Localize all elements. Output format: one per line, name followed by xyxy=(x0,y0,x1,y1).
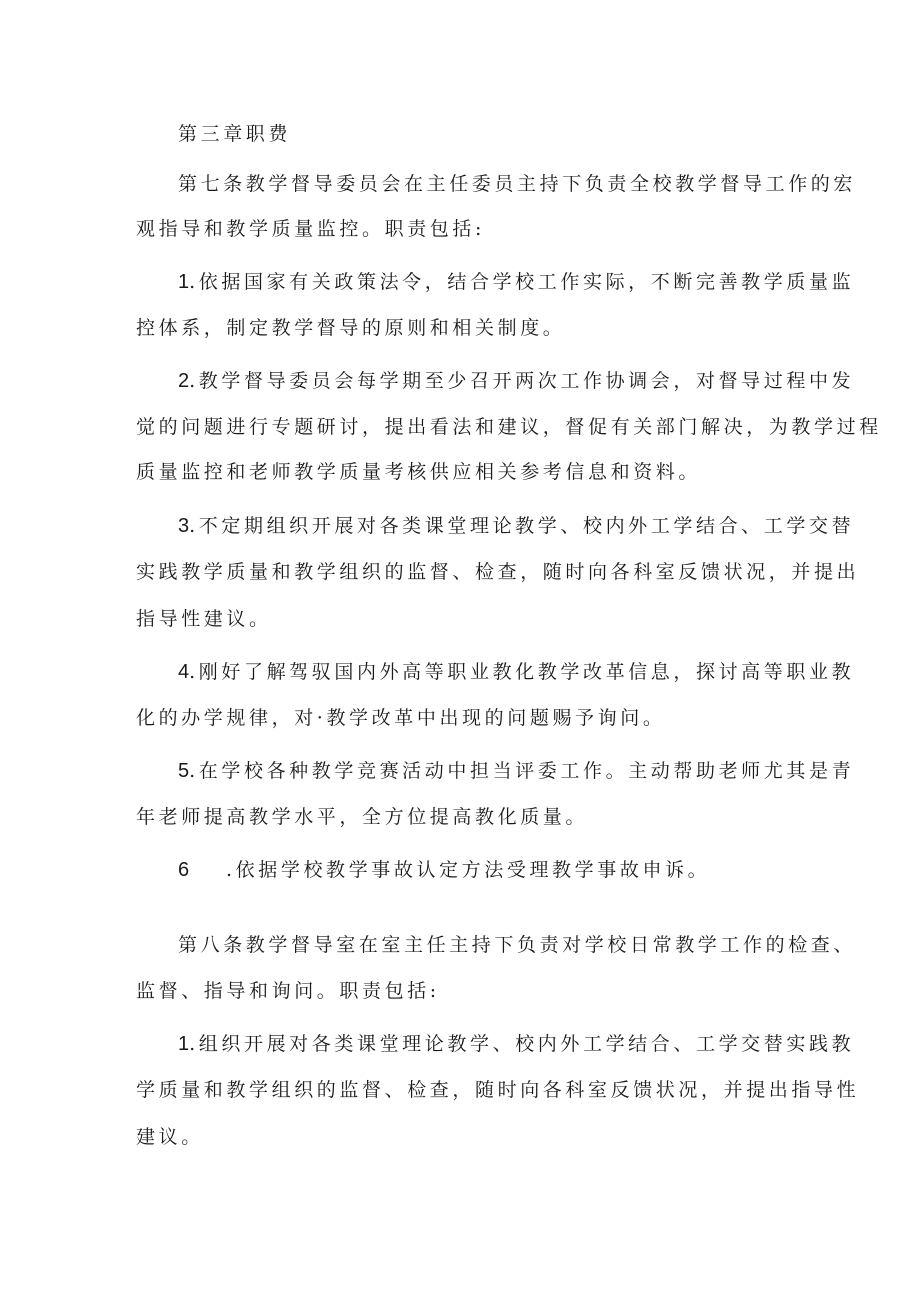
item-text: .在学校各种教学竞赛活动中担当评委工作。主动帮助老师尤其是青 xyxy=(189,760,855,782)
item-number: 1 xyxy=(178,271,190,293)
item-number: 2 xyxy=(178,370,190,392)
item-text: .组织开展对各类课堂理论教学、校内外工学结合、工学交替实践教 xyxy=(189,1033,855,1055)
item-text: .不定期组织开展对各类课堂理论教学、校内外工学结合、工学交替 xyxy=(189,515,855,537)
article-7-item-3-line-3: 指导性建议。 xyxy=(136,608,272,630)
article-7-item-4 xyxy=(178,660,854,684)
article-7-item-3 xyxy=(178,514,854,538)
article-8-item-1 xyxy=(178,1032,854,1056)
item-number: 5 xyxy=(178,760,190,782)
article-8-line-1: 第八条教学督导室在室主任主持下负责对学校日常教学工作的检查、 xyxy=(178,934,857,956)
article-7-line-2: 观指导和教学质量监控。职责包括: xyxy=(136,218,486,240)
article-8-line-2: 监督、指导和询问。职责包括: xyxy=(136,980,440,1002)
article-7-item-1-line-2: 控体系，制定教学督导的原则和相关制度。 xyxy=(136,317,566,339)
article-7-item-6 xyxy=(178,858,710,882)
article-7-item-2-line-2: 觉的问题进行专题研讨，提出看法和建议，督促有关部门解决，为教学过程 xyxy=(136,416,882,438)
article-8-item-1-line-3: 建议。 xyxy=(136,1126,204,1148)
item-text: .依据学校教学事故认定方法受理教学事故申诉。 xyxy=(226,859,711,881)
article-8-item-1-line-2: 学质量和教学组织的监督、检查，随时向各科室反馈状况，并提出指导性 xyxy=(136,1079,860,1101)
item-number: 4 xyxy=(178,661,190,683)
item-text: .刚好了解驾驭国内外高等职业教化教学改革信息，探讨高等职业教 xyxy=(189,661,855,683)
article-7-item-2-line-3: 质量监控和老师教学质量考核供应相关参考信息和资料。 xyxy=(136,461,702,483)
article-7-item-5-line-2: 年老师提高教学水平，全方位提高教化质量。 xyxy=(136,806,589,828)
item-number: 1 xyxy=(178,1033,190,1055)
item-number: 6 xyxy=(178,859,190,881)
article-7-item-4-line-2: 化的办学规律，对·教学改革中出现的问题赐予询问。 xyxy=(136,707,666,729)
article-7-item-2 xyxy=(178,369,854,393)
article-7-item-5 xyxy=(178,759,854,783)
item-text: .依据国家有关政策法令，结合学校工作实际，不断完善教学质量监 xyxy=(189,271,855,293)
item-text: .教学督导委员会每学期至少召开两次工作协调会，对督导过程中发 xyxy=(189,370,855,392)
item-number: 3 xyxy=(178,515,190,537)
article-7-line-1: 第七条教学督导委员会在主任委员主持下负责全校教学督导工作的宏 xyxy=(178,173,857,195)
chapter-title: 第三章职费 xyxy=(178,123,292,145)
article-7-item-1 xyxy=(178,270,854,294)
article-7-item-3-line-2: 实践教学质量和教学组织的监督、检查，随时向各科室反馈状况，并提出 xyxy=(136,561,860,583)
